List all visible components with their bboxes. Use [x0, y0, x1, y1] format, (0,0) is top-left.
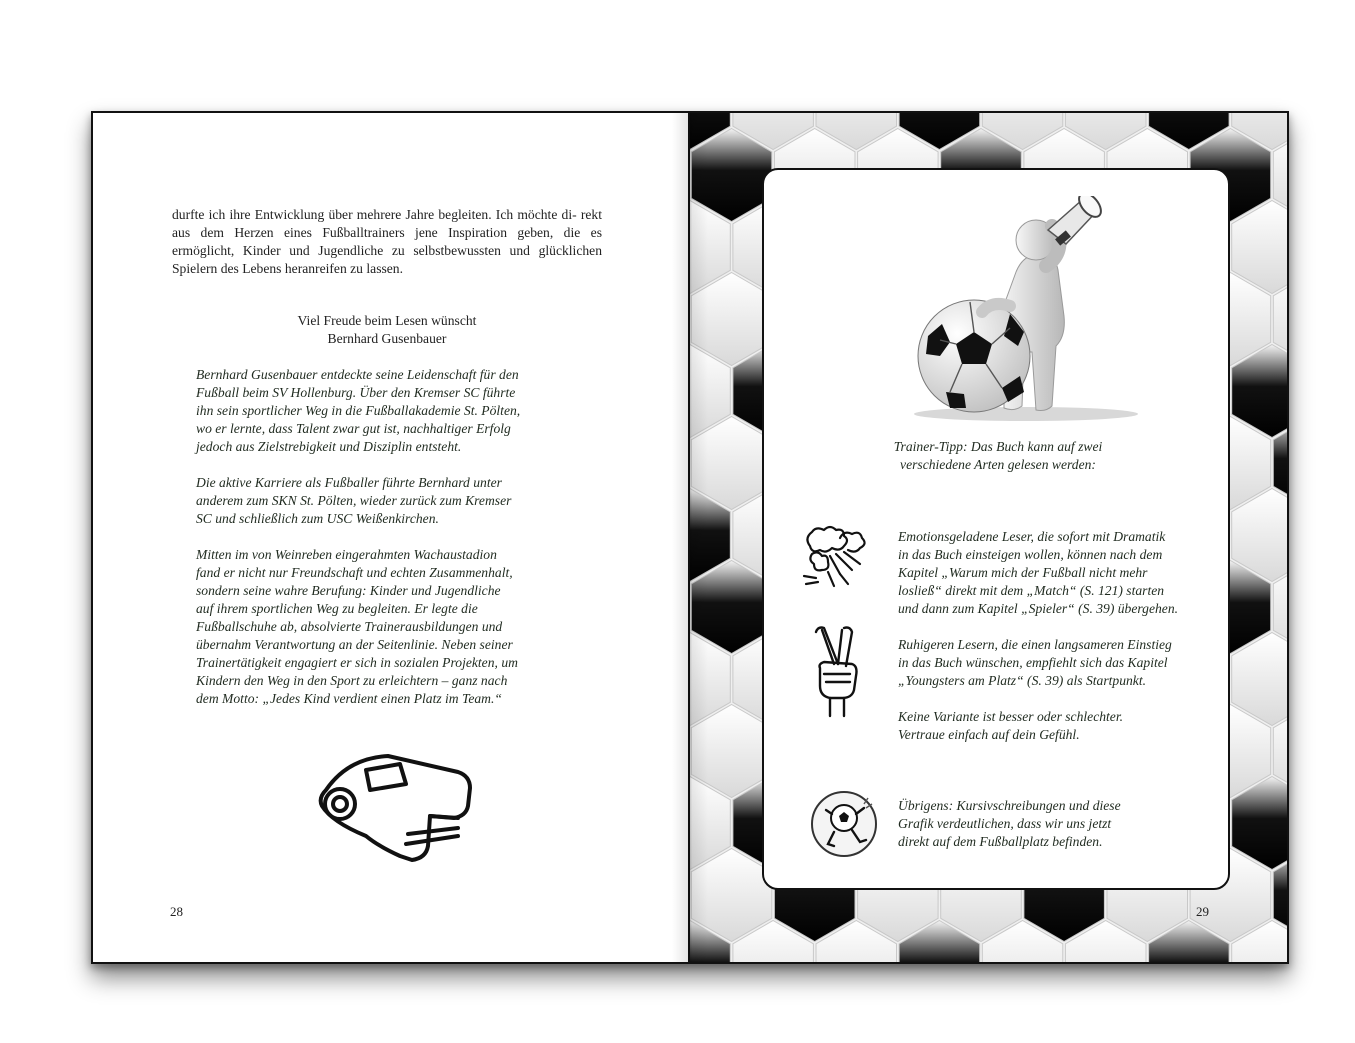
explosion-icon: [800, 524, 870, 592]
whistle-icon: [308, 750, 476, 868]
text-line: rekt aus dem Herzen eines Fußballtrainers jene Inspiration geben, die es: [172, 207, 602, 240]
reading-option-calm: Ruhigeren Lesern, die einen langsameren Einstieg in das Buch wünschen, empfiehlt sich das Kapitel „Youngsters am Platz“ (S. 39) als Startpunkt.: [898, 637, 1172, 688]
bio-paragraph: Mitten im von Weinreben eingerahmten Wachaustadion fand er nicht nur Freundschaft und echten Zusammenhalt, sondern seine wahre Berufung: Kinder und Jugendliche auf ihrem sportlichen Weg zu begleiten. Er legte die Fußballschuhe ab, absolvierte Trainerausbildungen und übernahm Verantwortung an der Seitenlinie. Neben seiner Trainertätigkeit engagiert er sich in sozialen Projekten, um Kindern den Weg in den Sport zu erleichtern – ganz nach dem Motto: „Jedes Kind verdient einen Platz im Team.“: [196, 547, 518, 706]
text-line: Spielern des Lebens heranreifen zu lassen.: [172, 261, 404, 276]
reading-option-dramatic: Emotionsgeladene Leser, die sofort mit Dramatik in das Buch einsteigen wollen, können nach dem Kapitel „Warum mich der Fußball nicht mehr losließ“ direkt mit dem „Match“ (S. 121) starten und dann zum Kapitel „Spieler“ (S. 39) übergehen.: [898, 529, 1179, 616]
running-ball-mascot-icon: [808, 790, 880, 858]
text-line: ermöglicht, Kinder und Jugendliche zu selbstbewussten und glücklichen: [172, 243, 602, 258]
coach-with-megaphone-and-ball-illustration: [906, 196, 1150, 422]
signoff: [172, 312, 602, 348]
reading-note: Keine Variante ist besser oder schlechter. Vertraue einfach auf dein Gefühl.: [898, 709, 1124, 742]
bio-paragraph: Die aktive Karriere als Fußballer führte Bernhard unter anderem zum SKN St. Pölten, wieder zurück zum Kremser SC und schließlich zum USC Weißenkirchen.: [196, 475, 512, 526]
signoff-greeting: Viel Freude beim Lesen wünscht: [297, 313, 477, 328]
italic-note-aside: Übrigens: Kursivschreibungen und diese Grafik verdeutlichen, dass wir uns jetzt direkt auf dem Fußballplatz befinden.: [898, 798, 1121, 849]
page-number-right: 29: [1196, 904, 1209, 919]
author-bio: [196, 366, 556, 726]
text-line: durfte ich ihre Entwicklung über mehrere Jahre begleiten. Ich möchte di-: [172, 207, 577, 222]
author-name: Bernhard Gusenbauer: [327, 331, 447, 346]
trainer-tip-heading: Trainer-Tipp: Das Buch kann auf zwei verschiedene Arten gelesen werden:: [893, 439, 1103, 472]
bio-paragraph: Bernhard Gusenbauer entdeckte seine Leidenschaft für den Fußball beim SV Hollenburg. Über den Kremser SC führte ihn sein sportlicher Weg in die Fußballakademie St. Pölten, wo er lernte, dass Talent zwar gut ist, nachhaltiger Erfolg jedoch aus Zielstrebigkeit und Disziplin entsteht.: [196, 367, 521, 454]
intro-paragraph: [172, 206, 602, 278]
victory-glove-icon: [812, 624, 864, 718]
page-number-left: 28: [170, 904, 183, 919]
